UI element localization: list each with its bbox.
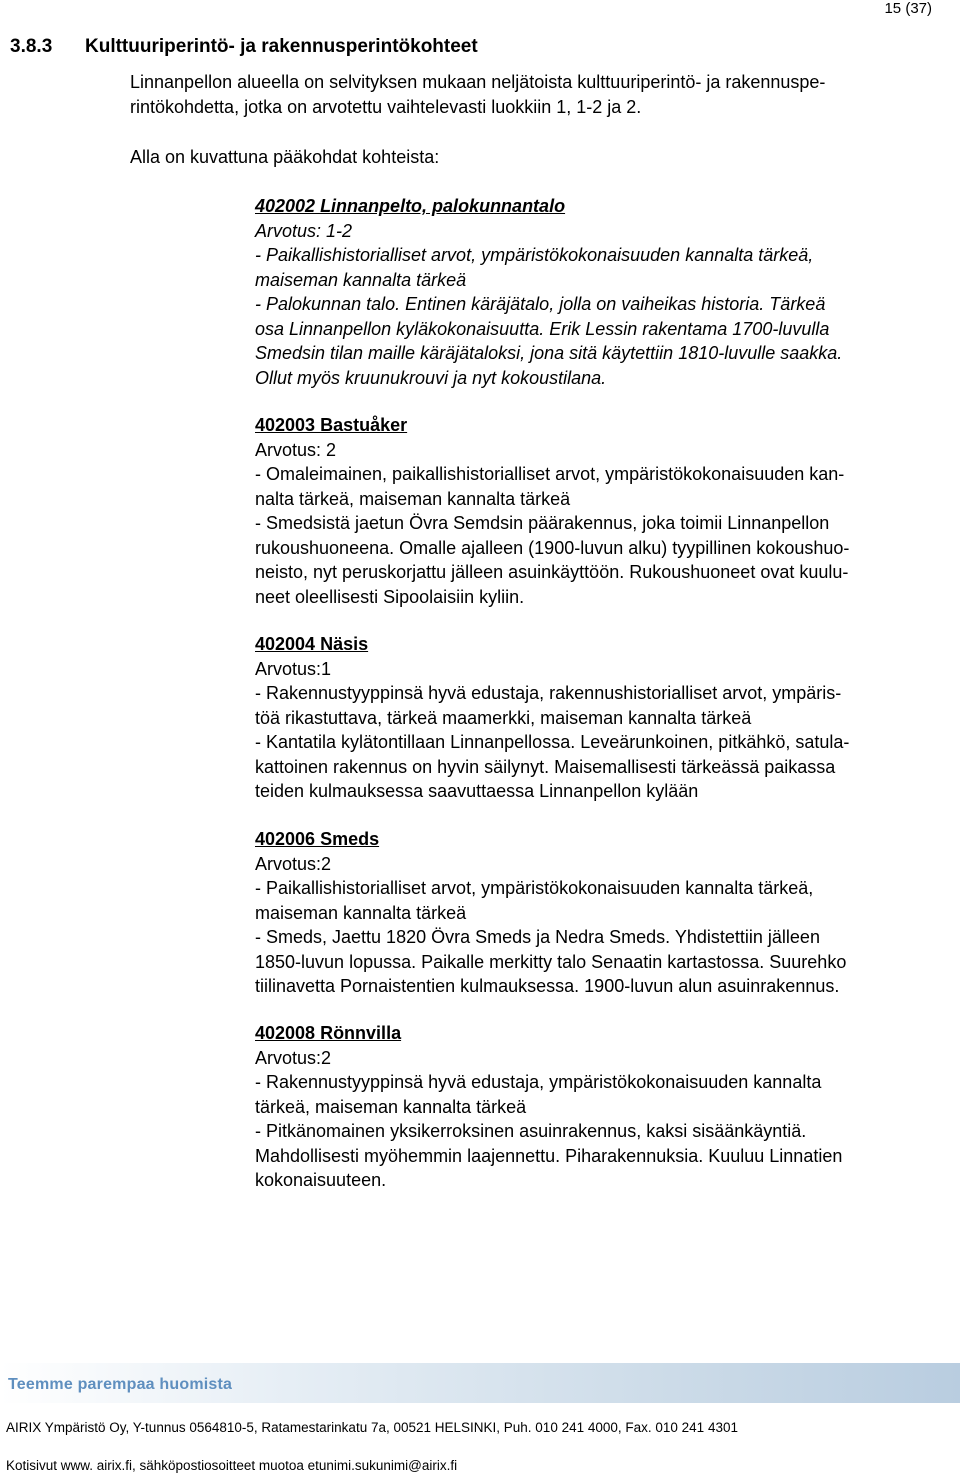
site-line: nalta tärkeä, maiseman kannalta tärkeä <box>255 488 571 509</box>
site-heading: 402002 Linnanpelto, palokunnantalo <box>255 196 566 216</box>
site-line: kokonaisuuteen. <box>255 1170 387 1190</box>
site-line: maiseman kannalta tärkeä <box>255 269 467 290</box>
site-line: Mahdollisesti myöhemmin laajennettu. Piharakennuksia. Kuuluu Linnatien <box>255 1145 843 1166</box>
site-rating: Arvotus: 2 <box>255 439 337 460</box>
intro-paragraph <box>130 70 945 119</box>
page-number: 15 (37) <box>884 0 932 17</box>
site-heading: 402006 Smeds <box>255 829 380 849</box>
site-rating: Arvotus: 1-2 <box>255 220 353 241</box>
footer-slogan: Teemme parempaa huomista <box>8 1376 233 1393</box>
intro-line: Linnanpellon alueella on selvityksen mukaan neljätoista kulttuuriperintö- ja rakennuspe- <box>130 72 826 92</box>
site-line: neisto, nyt peruskorjattu jälleen asuinkäyttöön. Rukoushuoneet ovat kuulu- <box>255 562 849 582</box>
site-rating: Arvotus:1 <box>255 658 332 679</box>
site-line: neet oleellisesti Sipoolaisiin kyliin. <box>255 586 525 607</box>
site-line: maiseman kannalta tärkeä <box>255 902 467 923</box>
site-line: - Paikallishistorialliset arvot, ympäristökokonaisuuden kannalta tärkeä, <box>255 245 814 265</box>
site-line: - Omaleimainen, paikallishistorialliset arvot, ympäristökokonaisuuden kan- <box>255 464 845 484</box>
site-line: teiden kulmauksessa saavuttaessa Linnanpellon kylään <box>255 781 699 801</box>
site-line: - Paikallishistorialliset arvot, ympäristökokonaisuuden kannalta tärkeä, <box>255 878 814 898</box>
site-line: tärkeä, maiseman kannalta tärkeä <box>255 1096 527 1117</box>
footer-contact-info: Kotisivut www. airix.fi, sähköpostiosoitteet muotoa etunimi.sukunimi@airix.fi <box>6 1458 458 1473</box>
site-line: töä rikastuttava, tärkeä maamerkki, maiseman kannalta tärkeä <box>255 707 752 728</box>
site-line: - Palokunnan talo. Entinen käräjätalo, jolla on vaiheikas historia. Tärkeä <box>255 294 826 314</box>
site-line: - Rakennustyyppinsä hyvä edustaja, rakennushistorialliset arvot, ympäris- <box>255 683 842 703</box>
site-line: Smedsin tilan maille käräjätaloksi, jona sitä käytettiin 1810-luvulle saakka. <box>255 343 843 363</box>
site-line: - Rakennustyyppinsä hyvä edustaja, ympäristökokonaisuuden kannalta <box>255 1072 822 1092</box>
site-entry <box>255 632 955 804</box>
site-entry <box>255 194 955 390</box>
intro-line: rintökohdetta, jotka on arvotettu vaihtelevasti luokkiin 1, 1-2 ja 2. <box>130 96 642 117</box>
site-entry <box>255 413 955 609</box>
site-line: kattoinen rakennus on hyvin säilynyt. Maisemallisesti tärkeässä paikassa <box>255 756 836 777</box>
footer-company-info: AIRIX Ympäristö Oy, Y-tunnus 0564810-5, Ratamestarinkatu 7a, 00521 HELSINKI, Puh. 010 241 4000, Fax. 010 241 4301 <box>6 1420 738 1435</box>
site-line: - Smeds, Jaettu 1820 Övra Smeds ja Nedra Smeds. Yhdistettiin jälleen <box>255 927 820 947</box>
section-number: 3.8.3 <box>10 36 53 57</box>
section-title: Kulttuuriperintö- ja rakennusperintökohteet <box>85 36 478 57</box>
site-line: rukoushuoneena. Omalle ajalleen (1900-luvun alku) tyypillinen kokoushuo- <box>255 537 850 558</box>
site-line: - Smedsistä jaetun Övra Semdsin päärakennus, joka toimii Linnanpellon <box>255 513 830 533</box>
section-heading <box>10 36 478 58</box>
site-heading: 402004 Näsis <box>255 634 369 654</box>
site-entry <box>255 1021 955 1193</box>
site-entry <box>255 827 955 999</box>
site-line: - Pitkänomainen yksikerroksinen asuinrakennus, kaksi sisäänkäyntiä. <box>255 1121 807 1141</box>
site-line: tiilinavetta Pornaistentien kulmauksessa. 1900-luvun alun asuinrakennus. <box>255 976 840 996</box>
site-rating: Arvotus:2 <box>255 853 332 874</box>
site-line: 1850-luvun lopussa. Paikalle merkitty talo Senaatin kartastossa. Suurehko <box>255 951 847 972</box>
site-line: - Kantatila kylätontillaan Linnanpellossa. Leveärunkoinen, pitkähkö, satula- <box>255 732 850 752</box>
intro-lead: Alla on kuvattuna pääkohdat kohteista: <box>130 147 440 167</box>
site-heading: 402003 Bastuåker <box>255 415 408 435</box>
site-line: Ollut myös kruunukrouvi ja nyt kokoustilana. <box>255 367 607 388</box>
site-heading: 402008 Rönnvilla <box>255 1023 402 1043</box>
site-rating: Arvotus:2 <box>255 1047 332 1068</box>
site-line: osa Linnanpellon kyläkokonaisuutta. Erik Lessin rakentama 1700-luvulla <box>255 318 830 339</box>
